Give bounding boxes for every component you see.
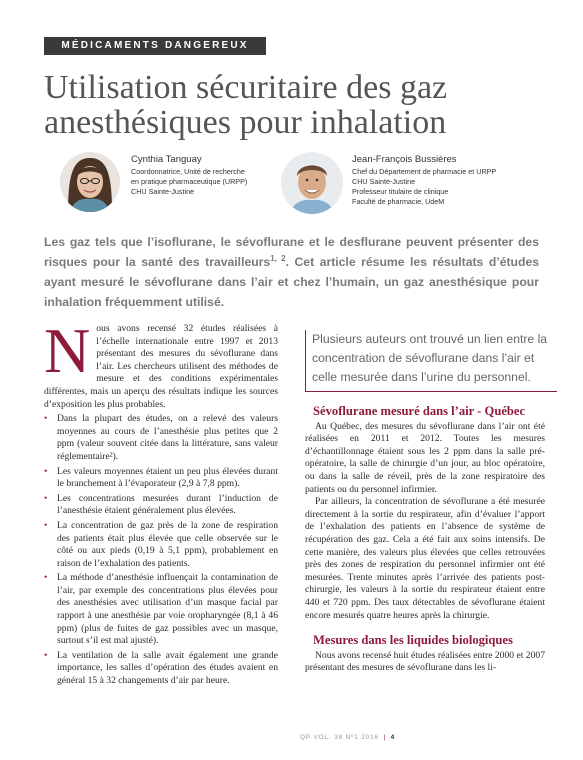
intro-paragraph: ous avons recensé 32 études réalisées à l’échelle internationale entre 1997 et 2013 présentant des mesures du sévoflurane dans l’air. Les chercheurs utilisent des méthodes de mesure et des conditions expérimentales différentes, mais un aperçu des résultats indique les sources d’exposition les plus probables. (44, 323, 278, 410)
footer-separator: | (383, 734, 386, 741)
left-column (44, 315, 278, 690)
author-affiliation-line: CHU Sainte-Justine (352, 177, 416, 186)
author-affiliation-line: Professeur titulaire de clinique (352, 187, 449, 196)
section-heading: Mesures dans les liquides biologiques (313, 633, 513, 648)
findings-list (44, 413, 278, 687)
author-tanguay (131, 154, 271, 197)
lead-text: Les gaz tels que l’isoflurane, le sévoflurane et le desflurane peuvent présenter des risques pour la santé des travailleurs (44, 235, 539, 269)
right-column (305, 405, 545, 675)
body-paragraph: Par ailleurs, la concentration de sévoflurane a été mesurée directement à la sortie du respirateur, afin d’évaluer l’apport de l’exhalation des patients en l’absence de système de récupération des gaz. Cela a été fait aux soins intensifs. De cette manière, des valeurs plus élevées que celles retrouvées près des zones de respiration du personnel infirmier ont été mesurées. Trente minutes après l’arrivée des patients post-chirurgie, les valeurs à la sortie du respirateur étaient entre 440 et 720 ppm. Des taux détectables de sévoflurane étaient encore mesurés quatre heures après la chirurgie. (305, 496, 545, 621)
list-item: • Les concentrations mesurées durant l’induction de l’anesthésie étaient généralement plus élevées. (44, 493, 278, 518)
journal-issue: QP VOL. 38 Nº1 2016 (300, 734, 379, 741)
section-heading: Sévoflurane mesuré dans l’air - Québec (313, 404, 526, 418)
author-affiliation-line: Faculté de pharmacie, UdeM (352, 197, 445, 206)
author-affiliation-line: en pratique pharmaceutique (URPP) (131, 177, 248, 186)
list-item: • La ventilation de la salle avait également une grande importance, les salles d’opération des études avaient en général 15 à 32 changements d’air par heure. (44, 650, 278, 688)
lead-refs: 1, 2 (270, 253, 286, 263)
article-title: Utilisation sécuritaire des gaz anesthésiques pour inhalation (44, 69, 448, 141)
drop-cap: N (44, 315, 91, 386)
page-footer (300, 734, 560, 741)
list-item: • La concentration de gaz près de la zone de respiration des patients était plus élevée que celle observée sur le côté ou aux pieds (0,19 à 5,1 ppm), probablement en raison de l’exhalation des patients. (44, 520, 278, 570)
page-number: 4 (390, 734, 396, 741)
pull-quote: Plusieurs auteurs ont trouvé un lien entre la concentration de sévoflurane dans l’air et celle mesurée dans l’urine du personnel. (305, 330, 557, 392)
lead-paragraph (44, 232, 539, 312)
lead-text: . Cet article résume les résultats d’études ayant mesuré le sévoflurane dans l’air et chez l’humain, un gaz anesthésique pour inhalation fréquemment utilisé. (44, 255, 539, 309)
author-affiliation-line: CHU Sainte-Justine (131, 187, 195, 196)
author-photo-tanguay (60, 152, 120, 212)
author-affiliation-line: Chef du Département de pharmacie et URPP (352, 167, 497, 176)
body-paragraph: Nous avons recensé huit études réalisées entre 2000 et 2007 présentant des mesures de sévoflurane dans les li- (305, 649, 545, 674)
list-item: • La méthode d’anesthésie influençait la contamination de l’air, par exemple des concentrations plus élevées pour des anesthésies avec utilisation d’un masque facial par rapport à une anesthésie par voie oropharyngée (8,1 à 46 ppm) (plus de fuites de gaz possibles avec un masque, surtout s’il est mal ajusté). (44, 572, 278, 648)
author-name: Jean-François Bussières (352, 154, 457, 165)
author-affiliation-line: Coordonnatrice, Unité de recherche (131, 167, 245, 176)
author-bussieres (352, 154, 512, 207)
list-item: • Dans la plupart des études, on a relevé des valeurs moyennes au cours de l’anesthésie plus petites que 2 ppm (valeur souvent citée dans la littérature, sans valeur réglementaire²). (44, 413, 278, 463)
body-paragraph: Au Québec, des mesures du sévoflurane dans l’air ont été réalisées en 2011 et 2012. Toutes les mesures d’échantillonnage étaient sous les 2 ppm dans la salle pré-opératoire, la salle de chirurgie d’un jour, au bloc opératoire, ou dans la salle de réveil, près de la zone respiratoire des patients ou du personnel infirmier. (305, 420, 545, 495)
author-photo-bussieres (281, 152, 343, 214)
section-tag: MÉDICAMENTS DANGEREUX (44, 37, 266, 55)
list-item: • Les valeurs moyennes étaient un peu plus élevées durant le branchement à l’évaporateur (2,9 à 7,8 ppm). (44, 466, 278, 491)
author-name: Cynthia Tanguay (131, 154, 202, 165)
